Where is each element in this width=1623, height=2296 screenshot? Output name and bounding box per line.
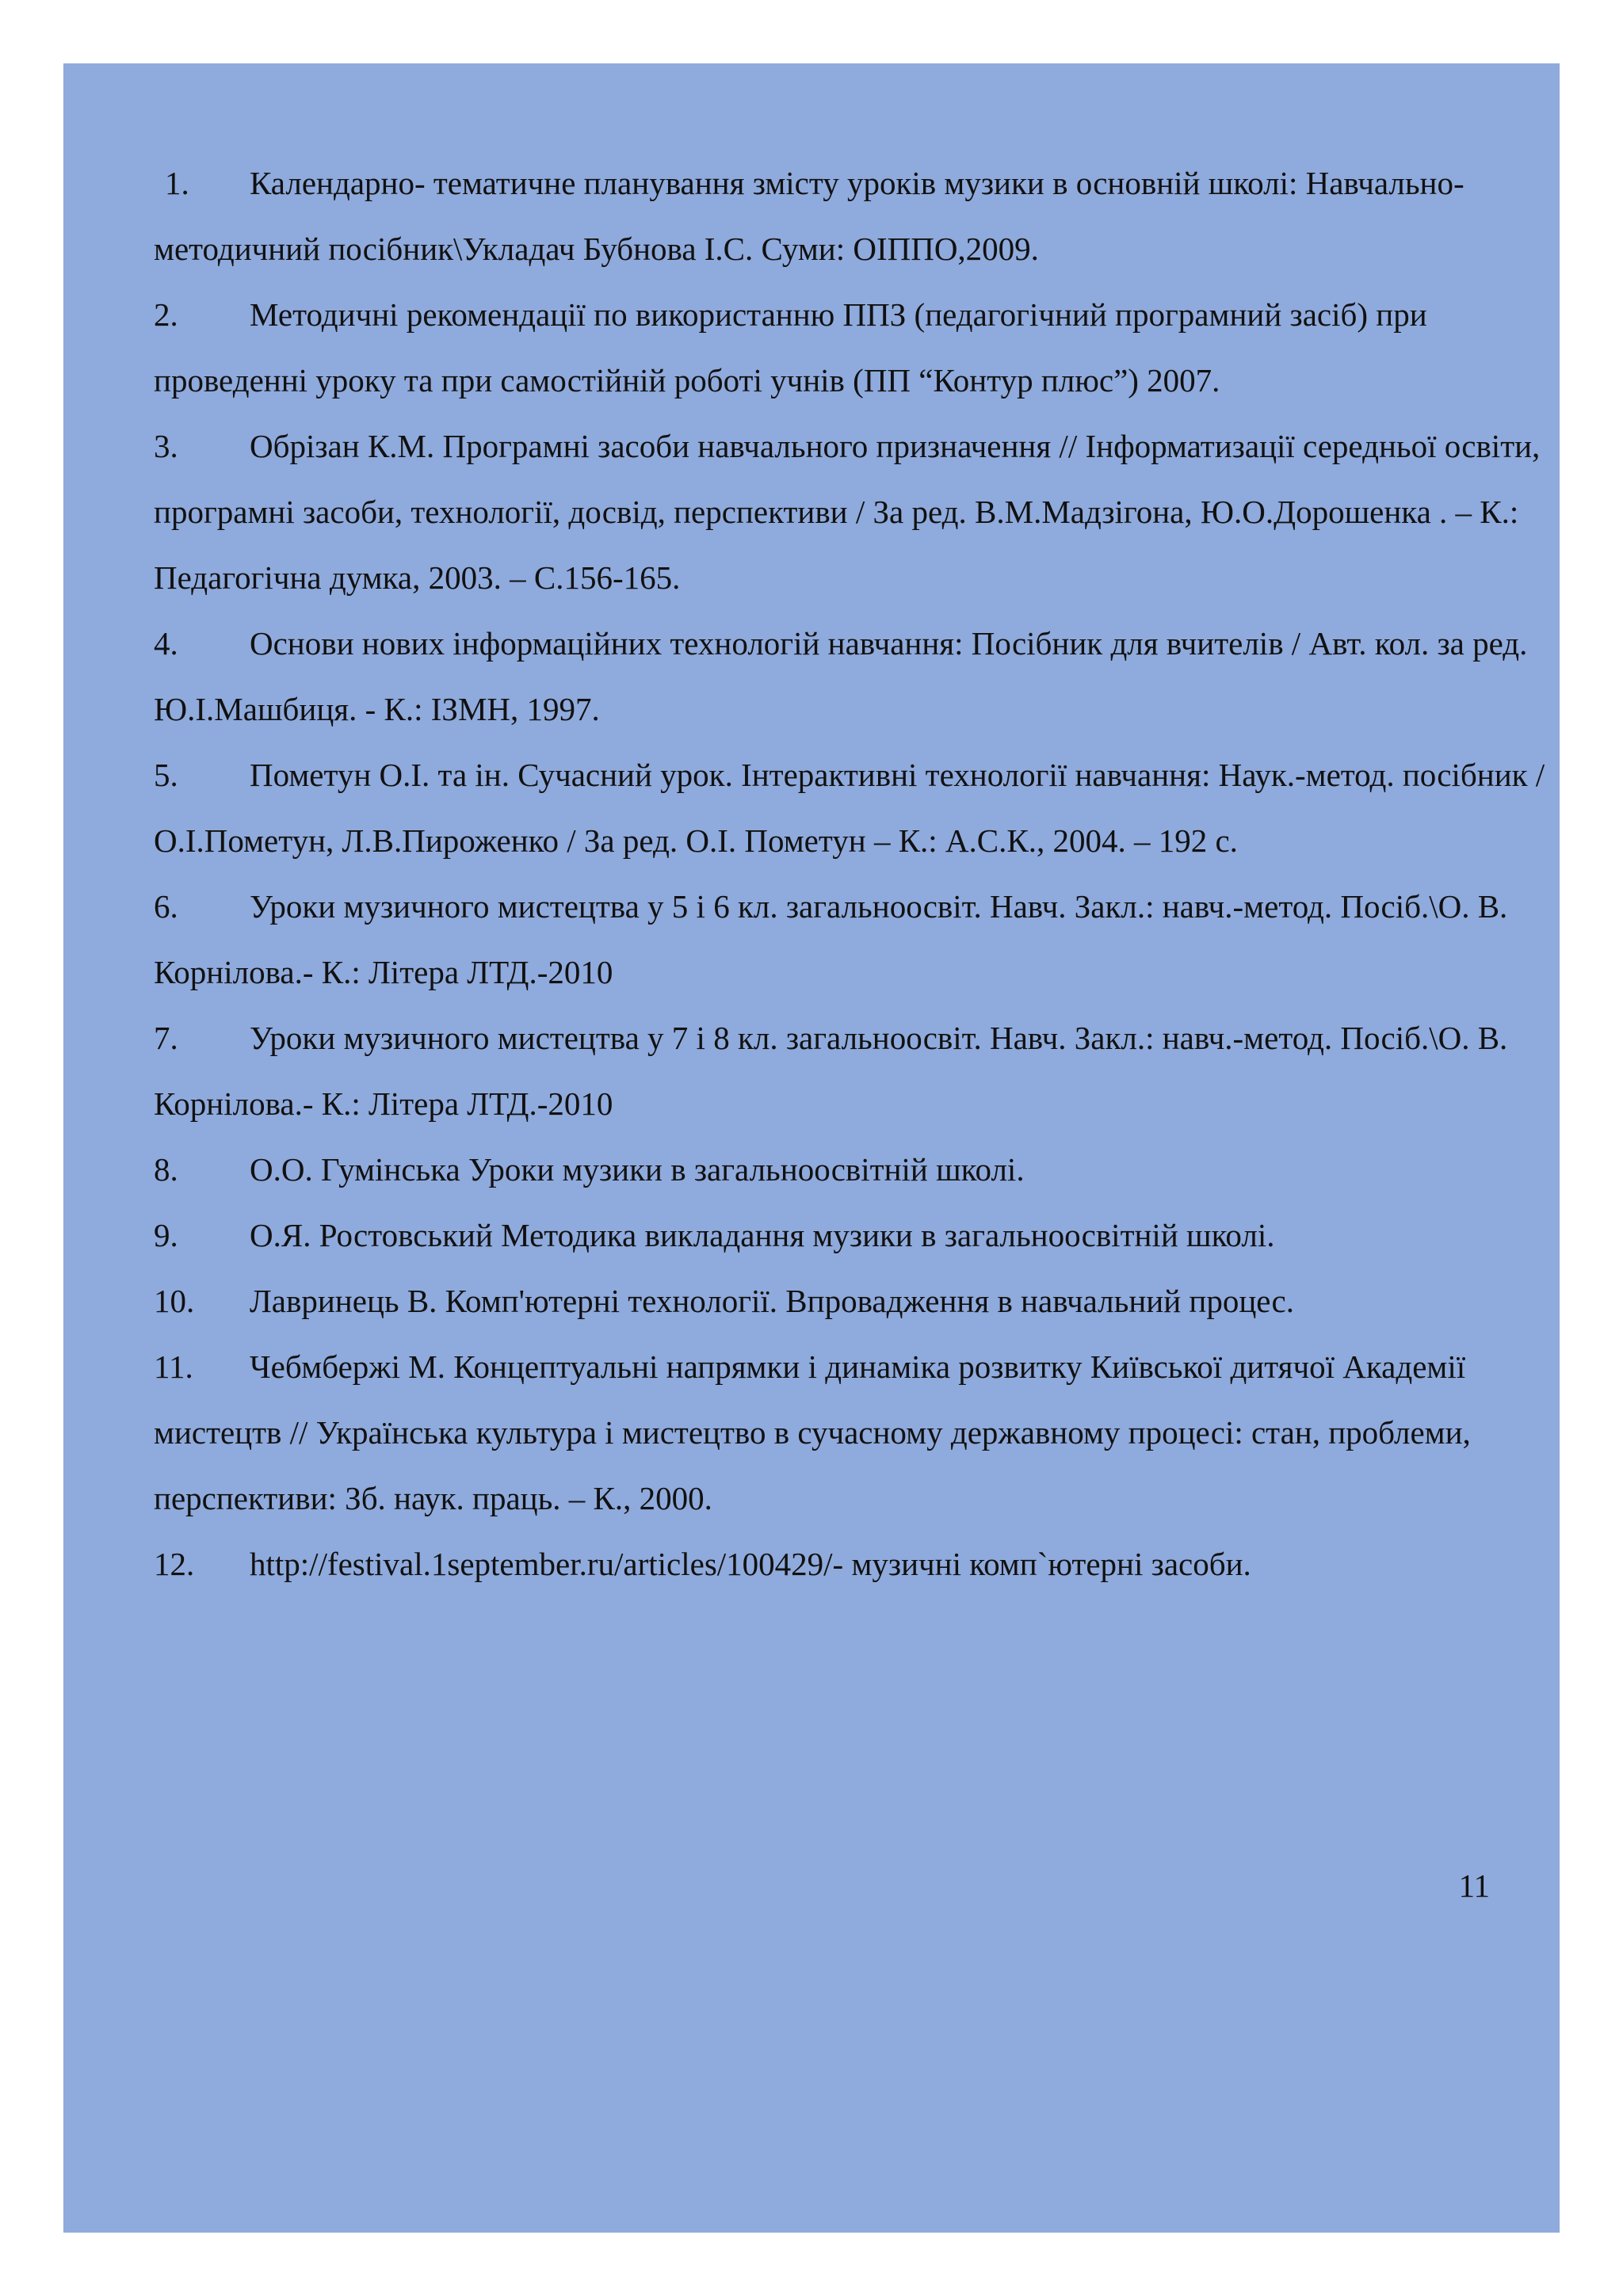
- reference-text: Обрізан К.М. Програмні засоби навчального призначення // Інформатизації середньої освіти, програмні засоби, технології, досвід, перспективи / За ред. В.М.Мадзігона, Ю.О.Дорошенка . – К.: Педагогічна думка, 2003. – С.156-165.: [154, 428, 1541, 596]
- reference-number: 10.: [154, 1283, 195, 1319]
- reference-item: [154, 611, 1549, 742]
- reference-item: [154, 1137, 1549, 1203]
- page-number: 11: [1458, 1867, 1490, 1904]
- reference-number: 11.: [154, 1348, 193, 1385]
- reference-text: О.Я. Ростовський Методика викладання музики в загальноосвітній школі.: [250, 1217, 1275, 1253]
- reference-text: http://festival.1september.ru/articles/100429/- музичні комп`ютерні засоби.: [250, 1546, 1251, 1582]
- reference-number: 2.: [154, 296, 178, 333]
- reference-number: 12.: [154, 1546, 195, 1582]
- reference-number: 8.: [154, 1151, 178, 1188]
- reference-item: [154, 1005, 1549, 1137]
- reference-text: Лавринець В. Комп'ютерні технології. Впровадження в навчальний процес.: [250, 1283, 1294, 1319]
- reference-text: Методичні рекомендації по використанню ППЗ (педагогічний програмний засіб) при проведенні уроку та при самостійній роботі учнів (ПП “Контур плюс”) 2007.: [154, 296, 1427, 399]
- reference-item: [154, 742, 1549, 874]
- reference-text: Уроки музичного мистецтва у 7 і 8 кл. загальноосвіт. Навч. Закл.: навч.-метод. Посіб.\О. В. Корнілова.- К.: Літера ЛТД.-2010: [154, 1020, 1508, 1122]
- reference-text: Уроки музичного мистецтва у 5 і 6 кл. загальноосвіт. Навч. Закл.: навч.-метод. Посіб.\О. В. Корнілова.- К.: Літера ЛТД.-2010: [154, 888, 1508, 990]
- reference-text: Основи нових інформаційних технологій навчання: Посібник для вчителів / Авт. кол. за ред. Ю.І.Машбиця. - К.: ІЗМН, 1997.: [154, 625, 1528, 727]
- reference-text: О.О. Гумінська Уроки музики в загальноосвітній школі.: [250, 1151, 1025, 1188]
- reference-item: [154, 1531, 1549, 1597]
- reference-number: 4.: [154, 625, 178, 662]
- reference-number: 7.: [154, 1020, 178, 1056]
- reference-number: 6.: [154, 888, 178, 925]
- reference-number: 5.: [154, 757, 178, 793]
- reference-number: 1.: [165, 165, 189, 201]
- reference-item: [154, 1203, 1549, 1268]
- reference-item: [154, 874, 1549, 1005]
- reference-list: [154, 151, 1549, 1597]
- reference-item: [154, 282, 1549, 414]
- reference-item: [154, 414, 1549, 611]
- reference-text: Пометун О.І. та ін. Сучасний урок. Інтерактивні технології навчання: Наук.-метод. посібник / О.І.Пометун, Л.В.Пироженко / За ред. О.І. Пометун – К.: А.С.К., 2004. – 192 с.: [154, 757, 1545, 859]
- reference-item: [154, 1334, 1549, 1531]
- reference-text: Чебмбержі М. Концептуальні напрямки і динаміка розвитку Київської дитячої Академії мистецтв // Українська культура і мистецтво в сучасному державному процесі: стан, проблеми, перспективи: Зб. наук. праць. – К., 2000.: [154, 1348, 1471, 1516]
- reference-number: 9.: [154, 1217, 178, 1253]
- reference-item: [154, 1268, 1549, 1334]
- reference-text: Календарно- тематичне планування змісту уроків музики в основній школі: Навчально- методичний посібник\Укладач Бубнова І.С. Суми: ОІППО,2009.: [154, 165, 1465, 267]
- reference-number: 3.: [154, 428, 178, 464]
- reference-item: [154, 151, 1549, 282]
